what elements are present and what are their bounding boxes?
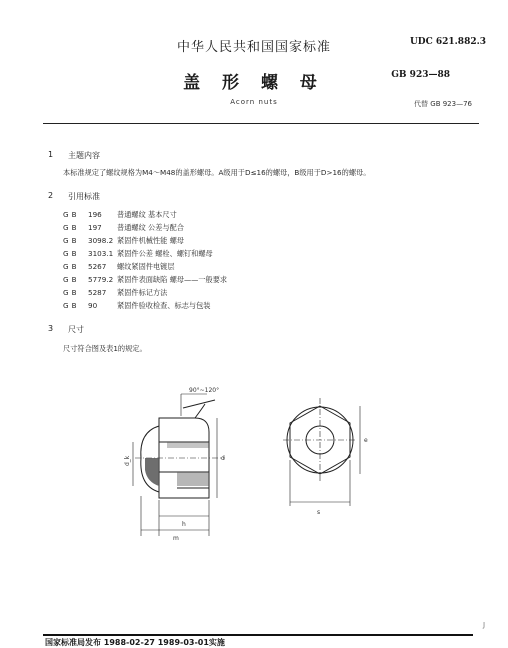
acorn-nut-drawing bbox=[124, 386, 375, 546]
reference-number: 197 bbox=[88, 223, 102, 232]
udc-code: UDC 621.882.3 bbox=[409, 37, 486, 47]
reference-title: 紧固件机械性能 螺母 bbox=[117, 236, 184, 245]
standard-header-title: 中华人民共和国国家标准 bbox=[176, 40, 331, 55]
section-1-number: 1 bbox=[48, 150, 54, 159]
reference-title: 紧固件公差 螺栓、螺钉和螺母 bbox=[117, 249, 213, 258]
section-1-title: 主题内容 bbox=[68, 151, 100, 160]
reference-gb: GB bbox=[63, 249, 80, 258]
footer-divider bbox=[43, 634, 473, 636]
section-3-number: 3 bbox=[48, 324, 54, 333]
dim-angle-label: 90°~120° bbox=[189, 387, 220, 394]
reference-title: 紧固件标记方法 bbox=[117, 288, 168, 297]
reference-gb: GB bbox=[63, 223, 80, 232]
reference-title: 普通螺纹 基本尺寸 bbox=[117, 210, 177, 219]
dim-e-label: e bbox=[364, 437, 368, 444]
reference-number: 3098.2 bbox=[88, 236, 114, 245]
reference-title: 螺纹紧固件电镀层 bbox=[117, 262, 175, 271]
reference-number: 5267 bbox=[88, 262, 107, 271]
footer-publisher-text: 国家标准局发布 1988-02-27 1989-03-01实施 bbox=[45, 638, 225, 647]
reference-number: 196 bbox=[88, 210, 102, 219]
reference-gb: GB bbox=[63, 275, 80, 284]
reference-gb: GB bbox=[63, 288, 80, 297]
reference-number: 5779.2 bbox=[88, 275, 114, 284]
dim-dk-label: d_k bbox=[124, 455, 131, 466]
section-3-text: 尺寸符合图及表1的规定。 bbox=[63, 344, 147, 353]
reference-gb: GB bbox=[63, 210, 80, 219]
document-title-english: Acorn nuts bbox=[230, 98, 278, 106]
section-2-number: 2 bbox=[48, 191, 54, 200]
dim-s-label: s bbox=[317, 509, 321, 516]
page-mark: J bbox=[483, 621, 486, 629]
reference-gb: GB bbox=[63, 301, 80, 310]
reference-gb: GB bbox=[63, 236, 80, 245]
reference-number: 3103.1 bbox=[88, 249, 114, 258]
document-title: 盖 形 螺 母 bbox=[183, 73, 325, 93]
header-divider bbox=[43, 123, 479, 124]
dim-d-label: d bbox=[221, 455, 225, 462]
dim-h-label: h bbox=[182, 521, 186, 528]
section-3-title: 尺寸 bbox=[68, 325, 84, 334]
reference-gb: GB bbox=[63, 262, 80, 271]
reference-title: 普通螺纹 公差与配合 bbox=[117, 223, 184, 232]
reference-title: 紧固件验收检查、标志与包装 bbox=[117, 301, 211, 310]
replaces-standard: 代替 GB 923—76 bbox=[414, 100, 472, 108]
reference-number: 90 bbox=[88, 301, 98, 310]
section-2-title: 引用标准 bbox=[68, 192, 100, 201]
reference-number: 5287 bbox=[88, 288, 107, 297]
standard-number: GB 923—88 bbox=[391, 70, 450, 80]
dim-m-label: m bbox=[173, 535, 179, 542]
reference-title: 紧固件表面缺陷 螺母——一般要求 bbox=[117, 275, 228, 284]
section-1-text: 本标准规定了螺纹规格为M4～M48的盖形螺母。A级用于D≤16的螺母，B级用于D>16的螺母。 bbox=[63, 168, 371, 177]
